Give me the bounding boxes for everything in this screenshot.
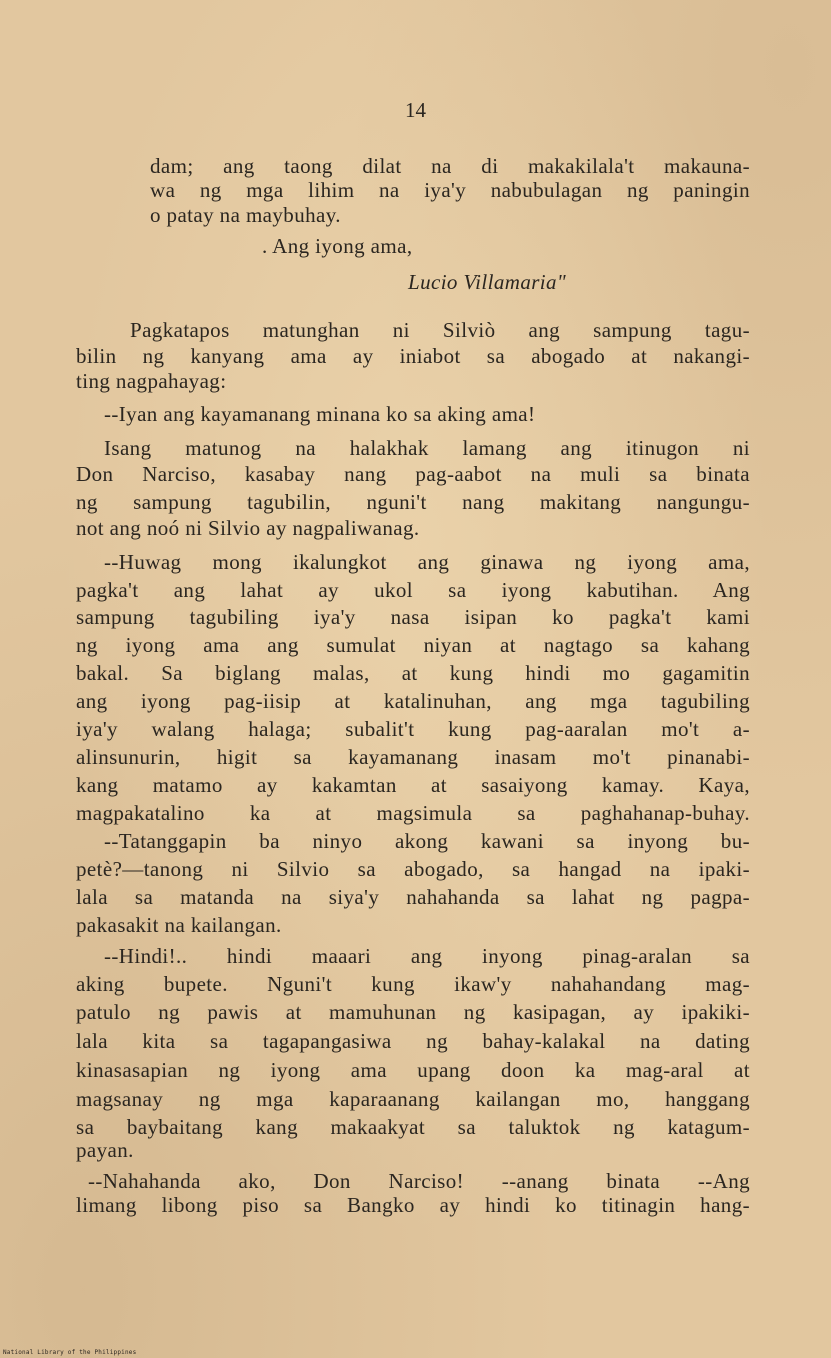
text-line: ng sampung tagubilin, nguni't nang makitang nangungu- — [76, 490, 750, 514]
text-line: --Hindi!.. hindi maaari ang inyong pinag-aralan sa — [104, 944, 750, 968]
text-line: lala sa matanda na siya'y nahahanda sa lahat ng pagpa- — [76, 885, 750, 909]
page-number: 14 — [405, 98, 426, 122]
text-line: dam; ang taong dilat na di makakilala't makauna- — [150, 154, 750, 178]
text-line: Pagkatapos matunghan ni Silviò ang sampung tagu- — [130, 318, 750, 342]
text-line: --Tatanggapin ba ninyo akong kawani sa inyong bu- — [104, 829, 750, 853]
text-line: petè?—tanong ni Silvio sa abogado, sa hangad na ipaki- — [76, 857, 750, 881]
text-line: pakasakit na kailangan. — [76, 913, 282, 937]
text-line: Don Narciso, kasabay nang pag-aabot na muli sa binata — [76, 462, 750, 486]
library-credit: National Library of the Philippines — [3, 1349, 137, 1356]
text-line: alinsunurin, higit sa kayamanang inasam mo't pinanabi- — [76, 745, 750, 769]
text-line: pagka't ang lahat ay ukol sa iyong kabutihan. Ang — [76, 578, 750, 602]
text-line: kang matamo ay kakamtan at sasaiyong kamay. Kaya, — [76, 773, 750, 797]
text-line: bilin ng kanyang ama ay iniabot sa abogado at nakangi- — [76, 344, 750, 368]
text-line: wa ng mga lihim na iya'y nabubulagan ng paningin — [150, 178, 750, 202]
text-line: iya'y walang halaga; subalit't kung pag-aaralan mo't a- — [76, 717, 750, 741]
text-line: ang iyong pag-iisip at katalinuhan, ang mga tagubiling — [76, 689, 750, 713]
text-line: sa baybaitang kang makaakyat sa taluktok ng katagum- — [76, 1115, 750, 1139]
text-line: bakal. Sa biglang malas, at kung hindi mo gagamitin — [76, 661, 750, 685]
text-line: limang libong piso sa Bangko ay hindi ko titinagin hang- — [76, 1193, 750, 1217]
text-line: --Huwag mong ikalungkot ang ginawa ng iyong ama, — [104, 550, 750, 574]
text-line: Isang matunog na halakhak lamang ang itinugon ni — [104, 436, 750, 460]
text-line: patulo ng pawis at mamuhunan ng kasipagan, ay ipakiki- — [76, 1000, 750, 1024]
text-line: . Ang iyong ama, — [262, 234, 413, 258]
text-line: magsanay ng mga kaparaanang kailangan mo, hanggang — [76, 1087, 750, 1111]
signature-line: Lucio Villamaria" — [408, 270, 567, 294]
text-line: --Iyan ang kayamanang minana ko sa aking ama! — [104, 402, 536, 426]
text-line: kinasasapian ng iyong ama upang doon ka mag-aral at — [76, 1058, 750, 1082]
text-line: --Nahahanda ako, Don Narciso! --anang binata --Ang — [88, 1169, 750, 1193]
text-line: ting nagpahayag: — [76, 369, 227, 393]
text-line: sampung tagubiling iya'y nasa isipan ko pagka't kami — [76, 605, 750, 629]
text-line: aking bupete. Nguni't kung ikaw'y nahahandang mag- — [76, 972, 750, 996]
text-line: magpakatalino ka at magsimula sa paghahanap-buhay. — [76, 801, 750, 825]
text-line: o patay na maybuhay. — [150, 203, 341, 227]
text-line: lala kita sa tagapangasiwa ng bahay-kalakal na dating — [76, 1029, 750, 1053]
text-line: not ang noó ni Silvio ay nagpaliwanag. — [76, 516, 420, 540]
text-line: payan. — [76, 1138, 134, 1162]
text-line: ng iyong ama ang sumulat niyan at nagtago sa kahang — [76, 633, 750, 657]
